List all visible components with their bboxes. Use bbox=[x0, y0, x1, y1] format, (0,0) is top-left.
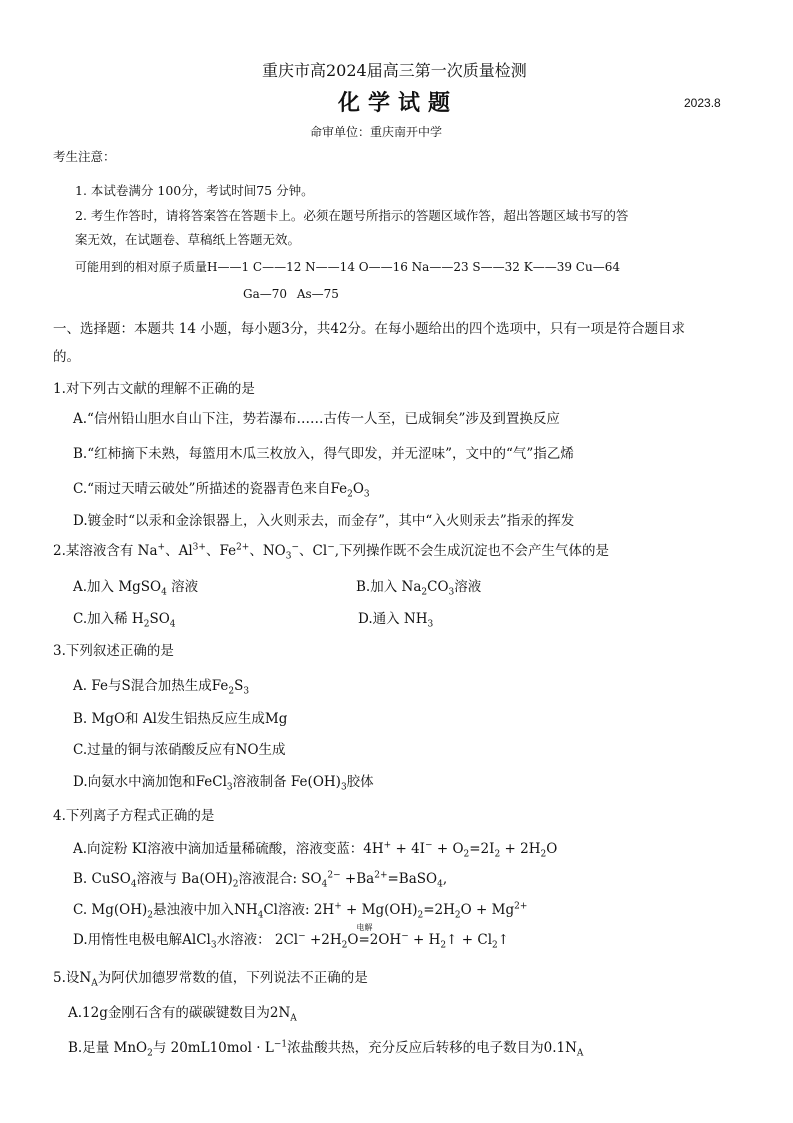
section-1-heading-line-2: 的。 bbox=[53, 349, 80, 365]
atomic-mass-line-1: 可能用到的相对原子质量H——1 C——12 N——14 O——16 Na——23 S——32 K——39 Cu—64 bbox=[75, 260, 620, 274]
electrolysis-label: 电解 bbox=[356, 923, 373, 932]
q2-stem: 2.某溶液含有 Na+、$Al^{3+}$、$Fe^{2+}$、$NO_3^-$、Cl−,下列操作既不会生成沉淀也不会产生气体的是 bbox=[53, 542, 610, 562]
q4-option-c: C. $Mg(OH)_2$悬浊液中加入$NH_4Cl$溶液: $2H^+ + Mg(OH)_2=2H_2O + Mg^{2+}$ bbox=[73, 901, 528, 921]
q3-option-c: C.过量的铜与浓硝酸反应有NO生成 bbox=[73, 742, 286, 758]
q4-option-d: D.用惰性电极电解AlCl$_3$水溶液： $2Cl^- +2H_2O$ 电解 $=2OH^- + H_2↑$ + $Cl_2↑$ bbox=[73, 923, 510, 951]
q3-option-d: D.向氨水中滴加饱和FeCl$_3$溶液制备 $Fe(OH)_3$胶体 bbox=[73, 774, 374, 793]
notice-item-2-line-1: 2. 考生作答时，请将答案答在答题卡上。必须在题号所指示的答题区域作答，超出答题区域书写的答 bbox=[75, 208, 629, 223]
exam-date: 2023.8 bbox=[684, 96, 721, 110]
q4-option-a: A.向淀粉 KI溶液中滴加适量稀硫酸，溶液变蓝：$4H^+ + 4I^- + O_2=2I_2 + 2H_2O$ bbox=[73, 840, 558, 860]
q4-option-b: B. CuSO$_4$溶液与 $Ba(OH)_2$溶液混合: $SO_4^{2-}$ $+Ba^{2+}=BaSO_4$, bbox=[73, 870, 448, 890]
notice-item-2-line-2: 案无效，在试题卷、草稿纸上答题无效。 bbox=[75, 232, 301, 247]
q3-option-b: B. MgO和 Al发生铝热反应生成Mg bbox=[73, 711, 288, 727]
exam-title: 重庆市高2024届高三第一次质量检测 bbox=[262, 61, 527, 80]
q2-option-d: D.通入 $NH_3$ bbox=[358, 611, 434, 630]
setter-unit: 命审单位：重庆南开中学 bbox=[310, 125, 443, 139]
q2-option-b: B.加入 $Na_2CO_3$溶液 bbox=[356, 579, 482, 598]
section-1-heading-line-1: 一、选择题：本题共 14 小题，每小题3分，共42分。在每小题给出的四个选项中，只有一项是符合题目求 bbox=[53, 321, 686, 337]
atomic-mass-line-2: Ga—70 As—75 bbox=[243, 287, 339, 301]
subject-title: 化学试题 bbox=[338, 91, 459, 116]
q3-stem: 3.下列叙述正确的是 bbox=[53, 643, 174, 659]
q5-option-b: B.足量 MnO$_2$与 $20mL10mol \cdot L^{-1}$浓盐酸共热，充分反应后转移的电子数目为$0.1N_A$ bbox=[68, 1039, 584, 1059]
q1-option-b: B.“红柿摘下未熟，每篮用木瓜三枚放入，得气即发，并无涩味”，文中的“气”指乙烯 bbox=[73, 446, 574, 462]
notice-heading: 考生注意： bbox=[53, 149, 116, 164]
q1-stem: 1.对下列古文献的理解不正确的是 bbox=[53, 381, 255, 397]
q3-option-a: A. Fe与S混合加热生成$Fe_2S_3$ bbox=[73, 678, 250, 697]
q2-option-c: C.加入稀 $H_2SO_4$ bbox=[73, 611, 176, 630]
q1-option-a: A.“信州铅山胆水自山下注，势若瀑布……古传一人至，已成铜矣”涉及到置换反应 bbox=[73, 411, 560, 427]
q2-option-a: A.加入 MgSO$_4$ 溶液 bbox=[73, 579, 199, 598]
q4-stem: 4.下列离子方程式正确的是 bbox=[53, 808, 215, 824]
q5-option-a: A.12g金刚石含有的碳碳键数目为$2N_A$ bbox=[68, 1005, 297, 1024]
q5-stem: 5.设$N_A$为阿伏加德罗常数的值，下列说法不正确的是 bbox=[53, 970, 368, 989]
notice-item-1: 1. 本试卷满分 100分，考试时间75 分钟。 bbox=[75, 183, 314, 198]
q1-option-c: C.“雨过天晴云破处”所描述的瓷器青色来自$Fe_2O_3$ bbox=[73, 481, 370, 500]
q1-option-d: D.镀金时“以汞和金涂银器上，入火则汞去，而金存”，其中“入火则汞去”指汞的挥发 bbox=[73, 513, 575, 529]
